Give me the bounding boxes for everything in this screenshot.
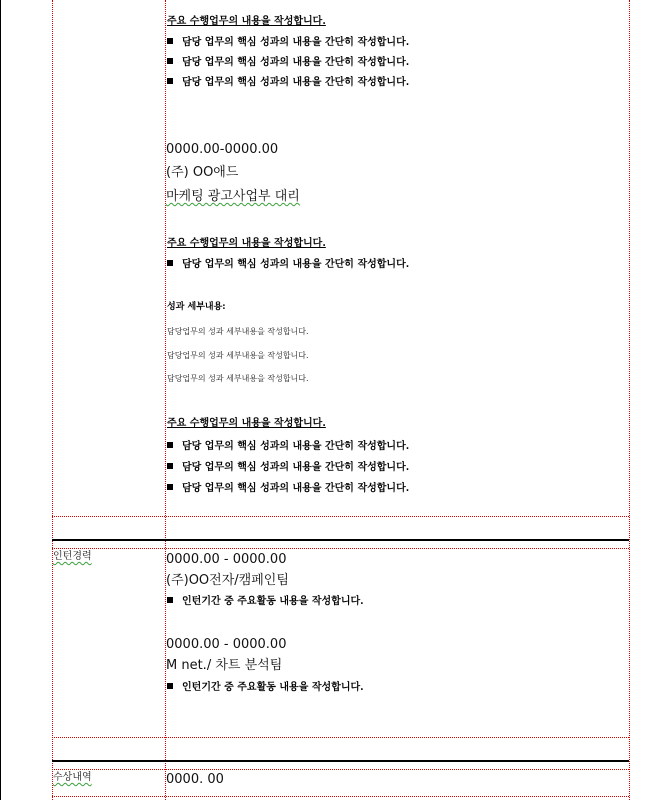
page-left-border (0, 0, 1, 800)
section-divider (52, 539, 629, 541)
awards-date[interactable]: 0000. 00 (166, 772, 224, 787)
bullet-square-icon (167, 683, 173, 689)
bullet-text: 담당 업무의 핵심 성과의 내용을 간단히 작성합니다. (182, 77, 410, 88)
job2-company[interactable]: (주) OO애드 (166, 165, 239, 180)
job2-date[interactable]: 0000.00-0000.00 (166, 142, 279, 157)
awards-label-text: 수상내역 (53, 772, 92, 783)
section1-bullet-2[interactable] (167, 58, 409, 68)
section1-bullet-1[interactable] (167, 38, 409, 48)
row-divider (52, 516, 629, 517)
intern-1-bullet[interactable] (167, 597, 364, 607)
bullet-text: 담당 업무의 핵심 성과의 내용을 간단히 작성합니다. (182, 37, 410, 48)
job2-position[interactable] (166, 190, 300, 203)
bullet-square-icon (167, 58, 173, 64)
intern-2-bullet[interactable] (167, 683, 364, 693)
job2-detail-title[interactable]: 성과 세부내용: (167, 302, 226, 312)
row-divider (52, 548, 629, 549)
bullet-square-icon (167, 463, 173, 469)
bullet-text: 인턴기간 중 주요활동 내용을 작성합니다. (182, 596, 364, 607)
section1-heading[interactable]: 주요 수행업무의 내용을 작성합니다. (167, 16, 326, 27)
job2-bullet2-2[interactable] (167, 463, 409, 473)
bullet-square-icon (167, 484, 173, 490)
bullet-text: 담당 업무의 핵심 성과의 내용을 간단히 작성합니다. (182, 57, 410, 68)
job2-bullet[interactable] (167, 260, 409, 270)
bullet-text: 인턴기간 중 주요활동 내용을 작성합니다. (182, 682, 364, 693)
bullet-text: 담당 업무의 핵심 성과의 내용을 간단히 작성합니다. (182, 259, 410, 270)
table-right-guide (629, 0, 630, 800)
table-column-guide (165, 0, 166, 800)
row-divider (52, 769, 629, 770)
job2-bullet2-3[interactable] (167, 484, 409, 494)
job2-detail-2[interactable]: 담당업무의 성과 세부내용을 작성합니다. (167, 351, 309, 360)
row-divider (52, 796, 629, 797)
job2-heading-2[interactable]: 주요 수행업무의 내용을 작성합니다. (167, 418, 326, 429)
intern-1-date[interactable]: 0000.00 - 0000.00 (166, 552, 287, 567)
section-divider (52, 760, 629, 762)
intern-label-text: 인턴경력 (53, 551, 92, 562)
table-left-guide (52, 0, 53, 800)
bullet-square-icon (167, 442, 173, 448)
bullet-text: 담당 업무의 핵심 성과의 내용을 간단히 작성합니다. (182, 441, 410, 452)
intern-1-org[interactable]: (주)OO전자/캠페인팀 (166, 573, 289, 588)
job2-heading[interactable]: 주요 수행업무의 내용을 작성합니다. (167, 238, 326, 249)
bullet-square-icon (167, 260, 173, 266)
awards-label[interactable] (53, 773, 92, 783)
job2-detail-1[interactable]: 담당업무의 성과 세부내용을 작성합니다. (167, 327, 309, 336)
intern-label[interactable] (53, 552, 92, 562)
intern-2-org[interactable]: M net./ 차트 분석팀 (166, 658, 283, 673)
bullet-square-icon (167, 78, 173, 84)
row-divider (52, 737, 629, 738)
bullet-text: 담당 업무의 핵심 성과의 내용을 간단히 작성합니다. (182, 462, 410, 473)
section1-bullet-3[interactable] (167, 78, 409, 88)
bullet-text: 담당 업무의 핵심 성과의 내용을 간단히 작성합니다. (182, 483, 410, 494)
intern-2-date[interactable]: 0000.00 - 0000.00 (166, 637, 287, 652)
job2-detail-3[interactable]: 담당업무의 성과 세부내용을 작성합니다. (167, 374, 309, 383)
bullet-square-icon (167, 597, 173, 603)
job2-position-text: 마케팅 광고사업부 대리 (166, 189, 300, 204)
bullet-square-icon (167, 38, 173, 44)
job2-bullet2-1[interactable] (167, 442, 409, 452)
